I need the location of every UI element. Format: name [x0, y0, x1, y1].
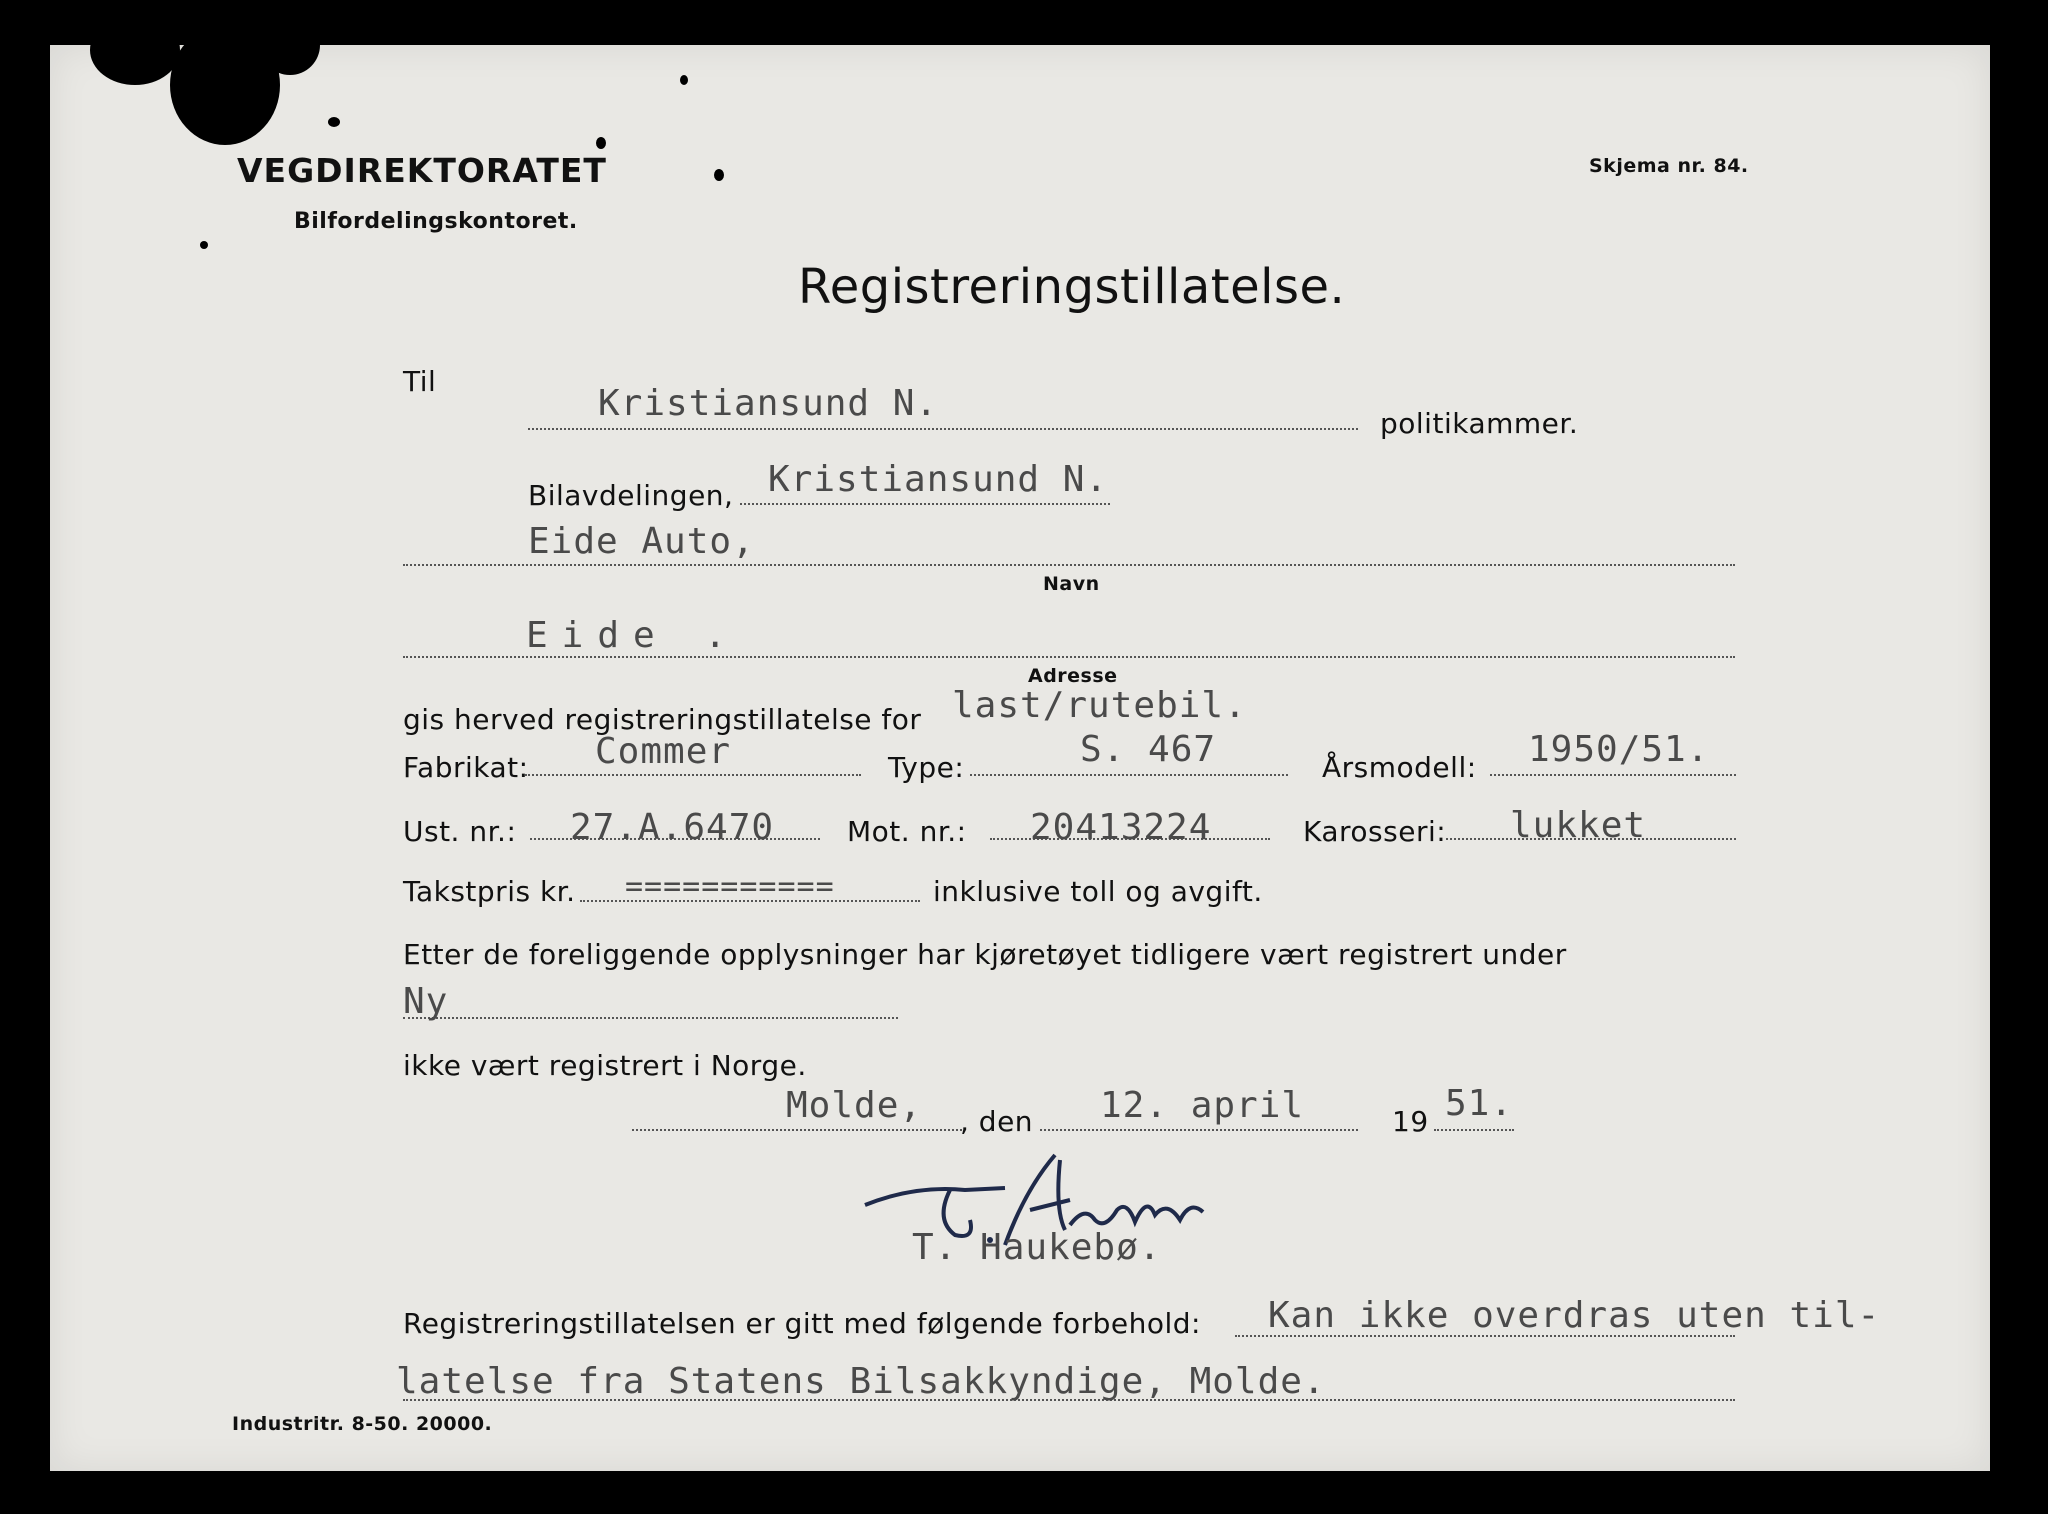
conditions-line-1: Kan ikke overdras uten til-	[1268, 1295, 1881, 1336]
type-value: S. 467	[1080, 729, 1217, 770]
permit-sentence: gis herved registreringstillatelse for	[403, 703, 922, 736]
vehicle-kind-value: last/rutebil.	[952, 685, 1247, 726]
type-label: Type:	[888, 751, 965, 784]
history-sentence: Etter de foreliggende opplysninger har kjøretøyet tidligere vært registrert under	[403, 938, 1567, 971]
den-label: , den	[960, 1105, 1034, 1138]
police-district-value: Kristiansund N.	[598, 383, 939, 424]
date-value: 12. april	[1100, 1085, 1305, 1126]
conditions-label: Registreringstillatelsen er gitt med følgende forbehold:	[403, 1307, 1201, 1340]
takstpris-suffix: inklusive toll og avgift.	[933, 875, 1263, 908]
office-name: Bilfordelingskontoret.	[294, 209, 578, 234]
til-label: Til	[403, 365, 437, 398]
torn-mark	[200, 241, 208, 249]
printer-imprint: Industritr. 8-50. 20000.	[232, 1413, 493, 1435]
owner-name-value: Eide Auto,	[528, 521, 755, 562]
politikammer-label: politikammer.	[1380, 407, 1579, 440]
takstpris-value: ===========	[625, 869, 835, 904]
form-number: Skjema nr. 84.	[1589, 155, 1749, 177]
torn-corner	[260, 15, 320, 75]
name-caption: Navn	[1043, 573, 1100, 595]
address-caption: Adresse	[1028, 665, 1118, 687]
place-value: Molde,	[786, 1085, 923, 1126]
ust-label: Ust. nr.:	[403, 815, 517, 848]
year-prefix: 19	[1392, 1105, 1429, 1138]
torn-mark	[328, 117, 340, 127]
mot-label: Mot. nr.:	[847, 815, 967, 848]
torn-mark	[680, 75, 688, 85]
history-value: Ny	[403, 981, 449, 1022]
year-suffix: 51.	[1445, 1083, 1514, 1124]
arsmodell-label: Årsmodell:	[1322, 751, 1477, 784]
karosseri-value: lukket	[1510, 805, 1647, 846]
mot-value: 20413224	[1030, 807, 1212, 848]
document-page	[50, 45, 1990, 1471]
takstpris-label: Takstpris kr.	[403, 875, 576, 908]
page-title: Registreringstillatelse.	[798, 259, 1346, 315]
history-sentence-2: ikke vært registrert i Norge.	[403, 1049, 807, 1082]
bilavdeling-label: Bilavdelingen,	[528, 479, 734, 512]
bilavdeling-value: Kristiansund N.	[768, 459, 1109, 500]
karosseri-label: Karosseri:	[1303, 815, 1447, 848]
conditions-line-2: latelse fra Statens Bilsakkyndige, Molde.	[396, 1361, 1326, 1402]
address-value: Eide .	[526, 615, 741, 656]
fabrikat-value: Commer	[595, 731, 732, 772]
torn-mark	[596, 137, 606, 149]
ust-value: 27.A.6470	[570, 807, 775, 848]
org-name: VEGDIREKTORATET	[237, 151, 607, 190]
arsmodell-value: 1950/51.	[1528, 729, 1710, 770]
signatory-name: T. Haukebø.	[912, 1227, 1162, 1268]
torn-mark	[714, 169, 724, 181]
fabrikat-label: Fabrikat:	[403, 751, 529, 784]
torn-corner	[90, 15, 180, 85]
